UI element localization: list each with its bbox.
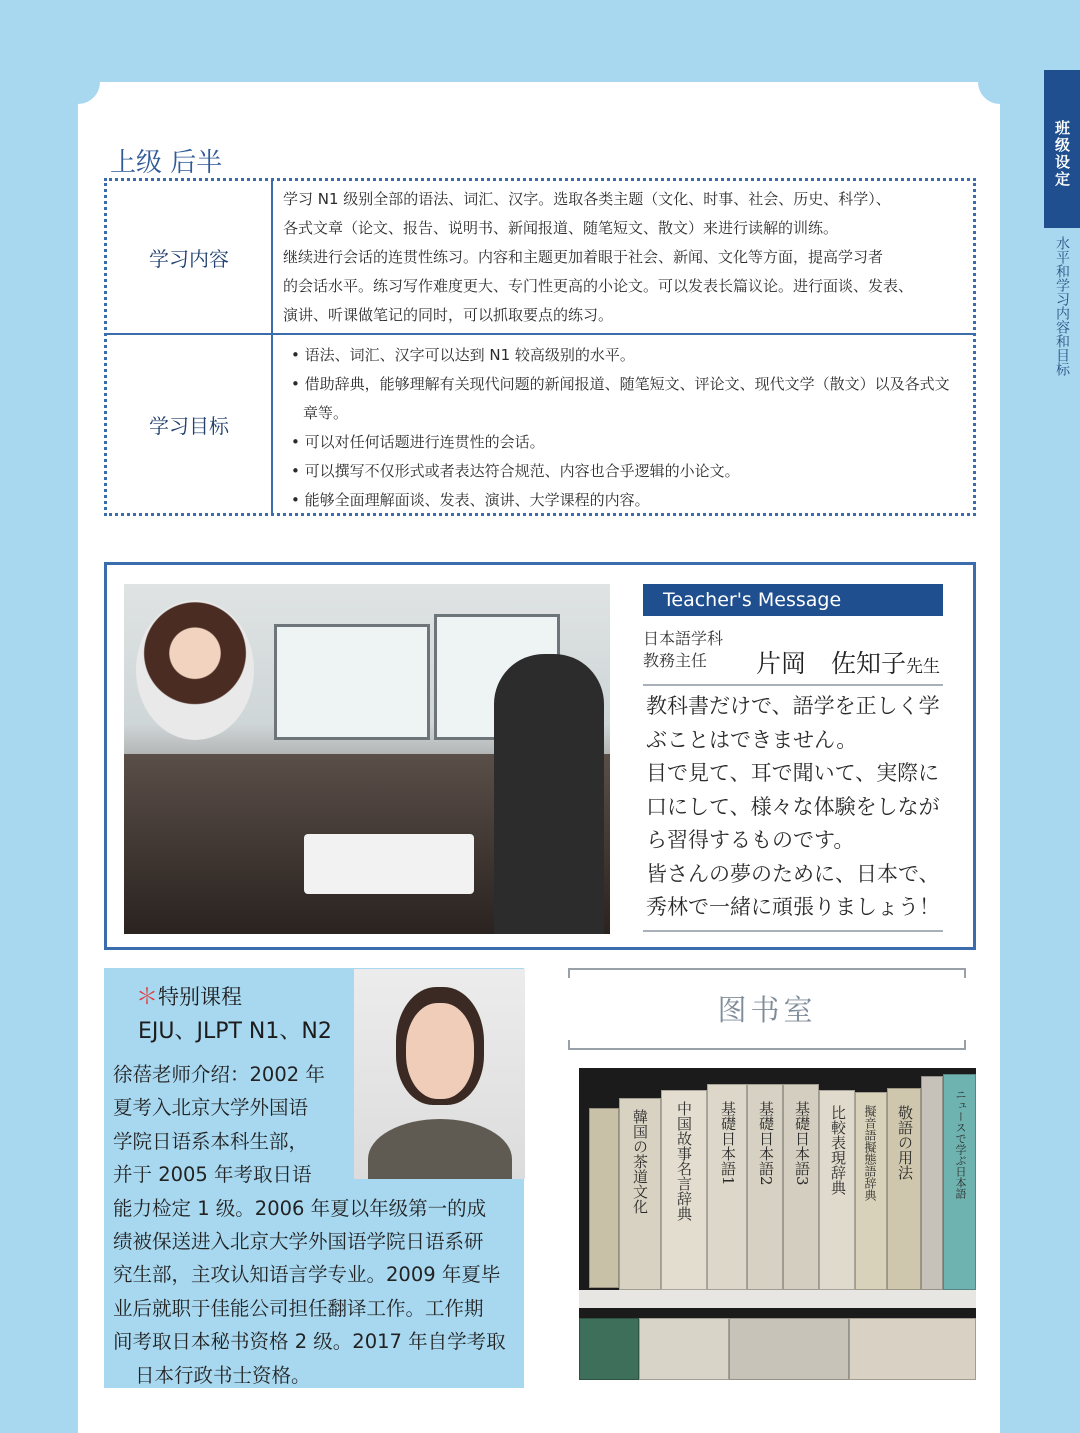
bio-line: 学院日语系本科生部，: [113, 1129, 309, 1153]
department-line: 日本語学科: [643, 629, 724, 648]
bio-line: 业后就职于佳能公司担任翻译工作。工作期: [113, 1296, 484, 1320]
message-line: ら習得するものです。: [646, 828, 855, 852]
bio-line: 究生部，主攻认知语言学专业。2009 年夏毕: [113, 1263, 501, 1287]
message-line: 皆さんの夢のために、日本で、: [646, 861, 940, 886]
book-spine: [855, 1092, 887, 1290]
content-line: 演讲、听课做笔记的同时，可以抓取要点的练习。: [283, 306, 614, 324]
side-tab-inactive[interactable]: 水平和学习内容和目标: [1054, 236, 1070, 376]
content-row: [107, 181, 973, 335]
book-spine: [887, 1088, 921, 1290]
library-bookshelf-photo: [579, 1068, 976, 1380]
message-line: 口にして、様々な体験をしなが: [646, 794, 940, 819]
content-line: 学习 N1 级别全部的语法、词汇、汉字。选取各类主题（文化、时事、社会、历史、科学）、: [283, 190, 891, 208]
bio-line: 并于 2005 年考取日语: [113, 1163, 312, 1187]
curriculum-table: [104, 178, 976, 516]
spine-label: 韓国の茶道文化: [631, 1109, 649, 1214]
book-spine: [943, 1074, 976, 1290]
spine-label: 中国故事名言辞典: [675, 1101, 693, 1221]
window-image: [274, 624, 430, 740]
frame-top: [568, 968, 966, 978]
book-spine: [819, 1090, 855, 1290]
book-spine: [589, 1108, 619, 1288]
bio-line: 能力检定 1 级。2006 年夏以年级第一的成: [113, 1196, 487, 1220]
message-line: 教科書だけで、語学を正しく学: [646, 694, 940, 718]
goal-item: • 语法、词汇、汉字可以达到 N1 较高级别的水平。: [291, 346, 635, 364]
teacher-figure-image: [494, 654, 604, 934]
classroom-photo: [124, 584, 610, 934]
bio-line: 绩被保送进入北京大学外国语学院日语系研: [113, 1230, 484, 1254]
library-title: 图书室: [717, 993, 817, 1027]
goal-label: 学习目标: [107, 335, 273, 513]
book-spine: [729, 1318, 849, 1380]
book-spine: [921, 1076, 943, 1290]
spine-label: ニュースで学ぶ日本語: [954, 1089, 967, 1199]
divider: [643, 684, 943, 686]
asterisk-icon: ＊: [136, 985, 159, 1010]
special-course-subtitle: EJU、JLPT N1、N2: [138, 1019, 332, 1044]
book-spine: [747, 1084, 783, 1290]
content-line: 的会话水平。练习写作难度更大、专门性更高的小论文。可以发表长篇议论。进行面谈、发表、: [283, 277, 914, 295]
teacher-message-heading: Teacher's Message: [643, 584, 943, 616]
section-title: 上级 后半: [110, 148, 223, 178]
book-spine: [661, 1090, 707, 1290]
bio-line: 夏考入北京大学外国语: [113, 1096, 309, 1120]
card-corner-notch: [978, 60, 1022, 104]
special-course-title: [136, 980, 242, 1011]
book-spine: [619, 1098, 661, 1290]
book-spine: [849, 1318, 976, 1380]
book-spine: [639, 1318, 729, 1380]
content-label: 学习内容: [107, 181, 273, 333]
special-course-title-text: 特别课程: [158, 985, 243, 1009]
bio-line: 间考取日本秘书资格 2 级。2017 年自学考取: [113, 1330, 506, 1354]
goal-item: • 可以对任何话题进行连贯性的会话。: [291, 433, 545, 451]
spine-label: 基礎日本語1: [719, 1101, 737, 1186]
shelf-board: [579, 1290, 976, 1308]
spine-label: 基礎日本語2: [757, 1101, 775, 1186]
message-line: ぶことはできません。: [646, 727, 858, 752]
divider: [643, 930, 943, 932]
position-line: 教務主任: [643, 651, 708, 670]
shoulders-shape: [368, 1119, 512, 1179]
book-spine: [579, 1318, 639, 1380]
goal-item: • 借助辞典，能够理解有关现代问题的新闻报道、随笔短文、评论文、现代文学（散文）以及各式文章等。: [291, 375, 950, 422]
goal-row: [107, 335, 973, 513]
basket-image: [304, 834, 474, 894]
instructor-portrait-image: [354, 969, 525, 1179]
book-spine: [707, 1084, 747, 1290]
teacher-department: [643, 628, 723, 672]
face-shape: [406, 1003, 474, 1099]
teacher-message-text: [646, 690, 946, 925]
teacher-honorific: 先生: [906, 657, 941, 677]
frame-bottom: [568, 1040, 966, 1050]
goal-item: • 能够全面理解面谈、发表、演讲、大学课程的内容。: [291, 491, 650, 509]
spine-label: 比較表現辞典: [829, 1105, 847, 1195]
bio-line: 日本行政书士资格。: [135, 1363, 311, 1387]
spine-label: 基礎日本語3: [793, 1101, 811, 1186]
spine-label: 敬語の用法: [896, 1105, 914, 1180]
goal-item: • 可以撰写不仅形式或者表达符合规范、内容也合乎逻辑的小论文。: [291, 462, 740, 480]
side-tab-active[interactable]: 班级设定: [1044, 70, 1080, 228]
content-line: 继续进行会话的连贯性练习。内容和主题更加着眼于社会、新闻、文化等方面，提高学习者: [283, 248, 884, 266]
message-line: 秀林で一緒に頑張りましょう！: [646, 895, 940, 919]
content-line: 各式文章（论文、报告、说明书、新闻报道、随笔短文、散文）来进行读解的训练。: [283, 219, 839, 237]
bio-line: 徐蓓老师介绍：2002 年: [113, 1063, 325, 1086]
teacher-name-text: 片岡 佐知子: [756, 649, 907, 678]
content-text: [283, 185, 963, 330]
teacher-name: [756, 644, 940, 680]
card-corner-notch: [56, 60, 100, 104]
goal-list: [283, 341, 963, 515]
book-spine: [783, 1084, 819, 1290]
teacher-portrait-image: [136, 600, 254, 740]
message-line: 目で見て、耳で聞いて、実際に: [646, 761, 940, 785]
spine-label: 擬音語擬態語辞典: [863, 1105, 877, 1201]
